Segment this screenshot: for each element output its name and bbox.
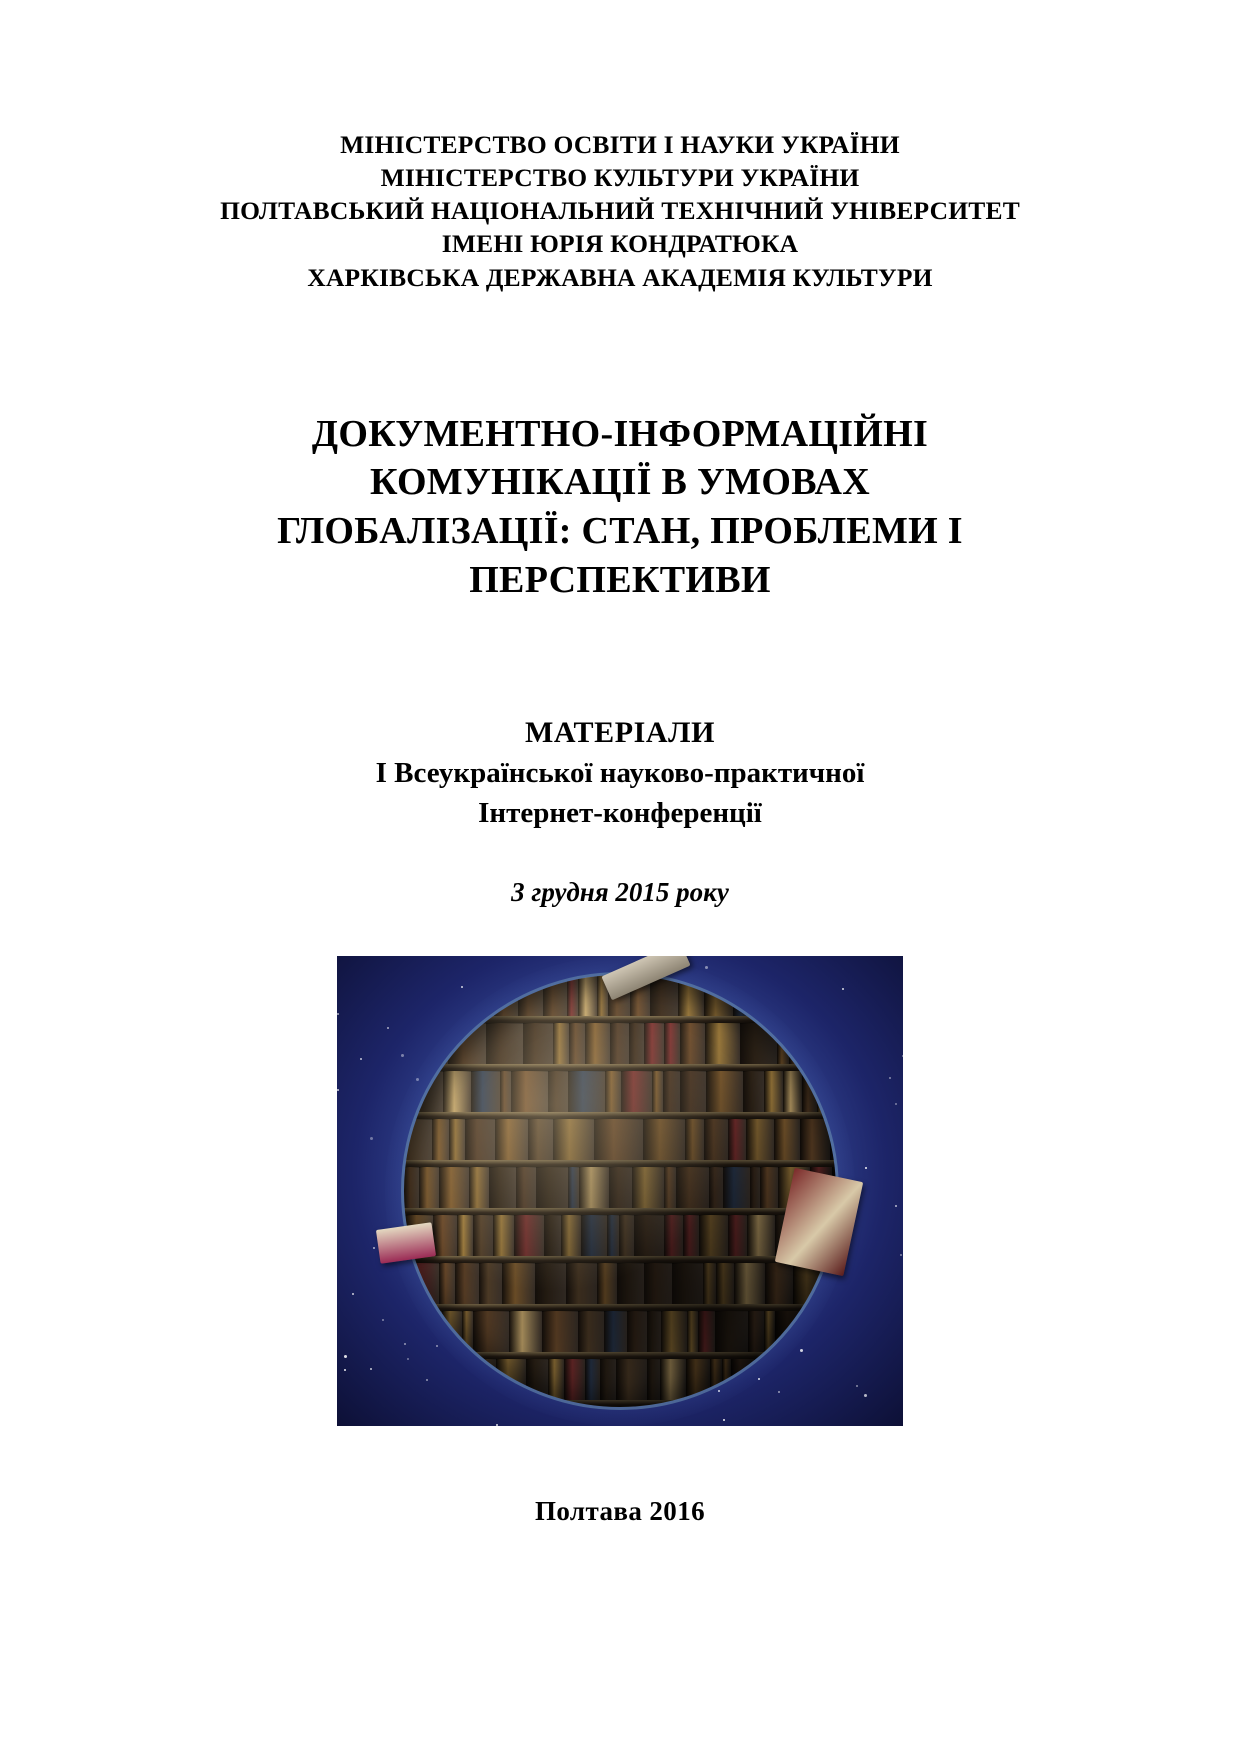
organization-line-5: ХАРКІВСЬКА ДЕРЖАВНА АКАДЕМІЯ КУЛЬТУРИ — [307, 262, 933, 292]
organization-line-1: МІНІСТЕРСТВО ОСВІТИ І НАУКИ УКРАЇНИ — [340, 130, 900, 159]
book-globe-graphic — [404, 975, 836, 1407]
organization-line-3: ПОЛТАВСЬКИЙ НАЦІОНАЛЬНИЙ ТЕХНІЧНИЙ УНІВЕРСИТЕТ — [220, 196, 1020, 226]
organizations-block — [220, 128, 1020, 294]
conference-line-2: Інтернет-конференції — [478, 797, 762, 830]
place-and-year: Полтава 2016 — [534, 1496, 706, 1527]
book-jut-left — [376, 1222, 436, 1263]
conference-line-1: І Всеукраїнської науково-практичної — [375, 757, 865, 790]
cover-image — [337, 956, 903, 1426]
materials-label: МАТЕРІАЛИ — [524, 715, 716, 749]
page-title: ДОКУМЕНТНО-ІНФОРМАЦІЙНІ КОМУНІКАЦІЇ В УМОВАХ ГЛОБАЛІЗАЦІЇ: СТАН, ПРОБЛЕМИ І ПЕРСПЕКТИВИ — [277, 412, 963, 601]
organization-line-4: ІМЕНІ ЮРІЯ КОНДРАТЮКА — [441, 229, 799, 259]
materials-block — [376, 712, 865, 833]
organization-line-2: МІНІСТЕРСТВО КУЛЬТУРИ УКРАЇНИ — [380, 163, 860, 193]
globe-ring-outer — [401, 972, 839, 1410]
conference-date: 3 грудня 2015 року — [511, 877, 729, 908]
